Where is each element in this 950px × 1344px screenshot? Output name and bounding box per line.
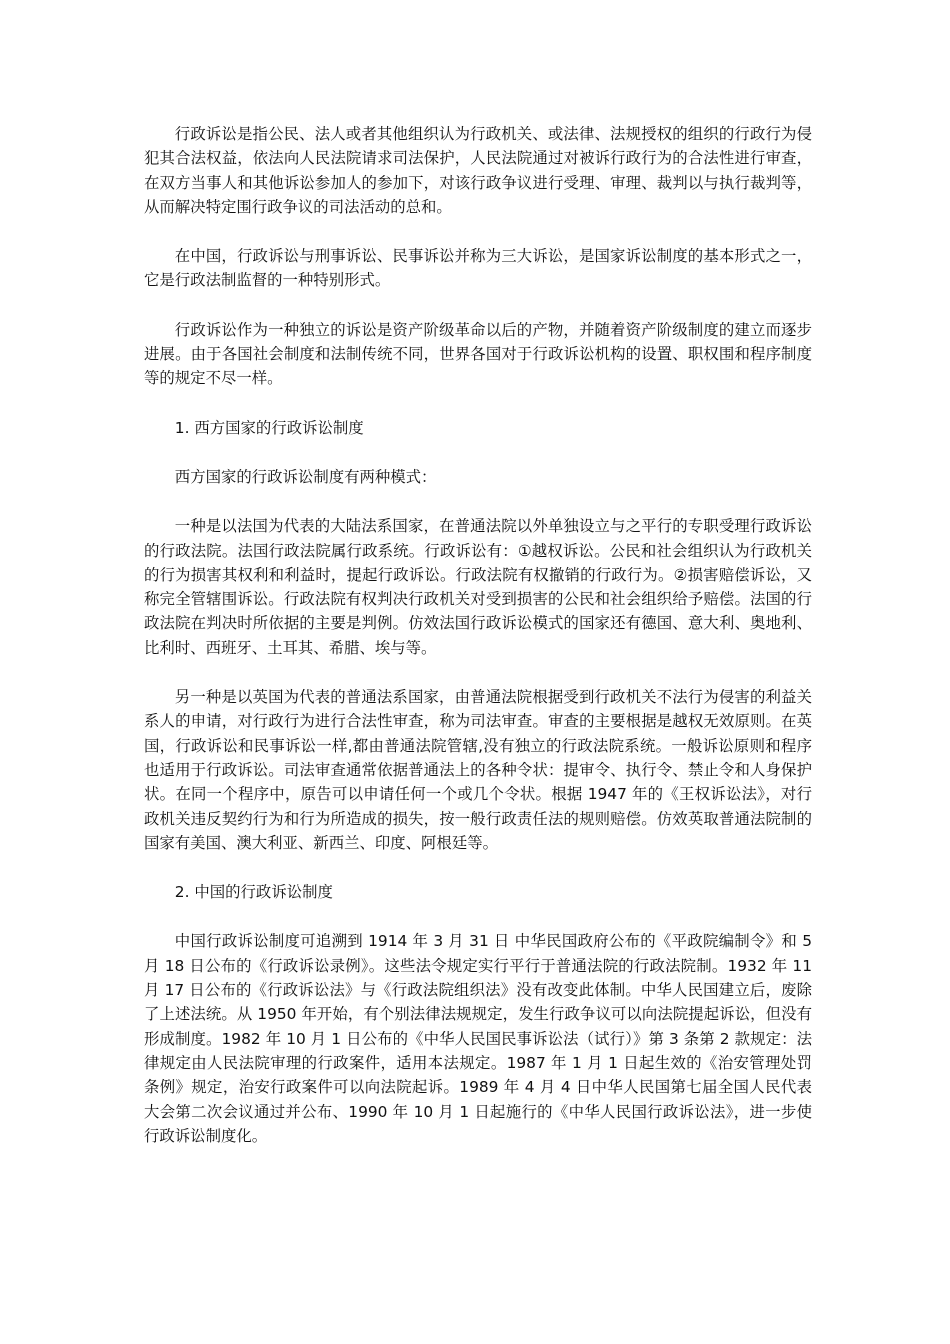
paragraph-china-history: 中国行政诉讼制度可追溯到 1914 年 3 月 31 日 中华民国政府公布的《平政院编制令》和 5 月 18 日公布的《行政诉讼录例》。这些法令规定实行平行于普通法院的行政法院制。1932 年 11 月 17 日公布的《行政诉讼法》与《行政法院组织法》没有改变此体制。中华人民国建立后，废除了上述法统。从 1950 年开始，有个别法律法规规定，发生行政争议可以向法院提起诉讼，但没有形成制度。1982 年 10 月 1 日公布的《中华人民国民事诉讼法（试行）》第 3 条第 2 款规定：法律规定由人民法院审理的行政案件，适用本法规定。1987 年 1 月 1 日起生效的《治安管理处罚条例》规定，治安行政案件可以向法院起诉。1989 年 4 月 4 日中华人民国第七届全国人民代表大会第二次会议通过并公布、1990 年 10 月 1 日起施行的《中华人民国行政诉讼法》，进一步使行政诉讼制度化。 <box>144 932 812 1145</box>
section-intro-western: 西方国家的行政诉讼制度有两种模式： <box>174 467 437 486</box>
paragraph-china-three-litigations: 在中国，行政诉讼与刑事诉讼、民事诉讼并称为三大诉讼，是国家诉讼制度的基本形式之一，它是行政法制监督的一种特别形式。 <box>144 247 812 290</box>
paragraph-france-model: 一种是以法国为代表的大陆法系国家，在普通法院以外单独设立与之平行的专职受理行政诉讼的行政法院。法国行政法院属行政系统。行政诉讼有：①越权诉讼。公民和社会组织认为行政机关的行为损害其权利和利益时，提起行政诉讼。行政法院有权撤销的行政行为。②损害赔偿诉讼，又称完全管辖围诉讼。行政法院有权判决行政机关对受到损害的公民和社会组织给予赔偿。法国的行政法院在判决时所依据的主要是判例。仿效法国行政诉讼模式的国家还有德国、意大利、奥地利、比利时、西班牙、土耳其、希腊、埃与等。 <box>144 517 812 657</box>
paragraph-uk-model: 另一种是以英国为代表的普通法系国家，由普通法院根据受到行政机关不法行为侵害的利益关系人的申请，对行政行为进行合法性审查，称为司法审查。审查的主要根据是越权无效原则。在英国，行政诉讼和民事诉讼一样,都由普通法院管辖,没有独立的行政法院系统。一般诉讼原则和程序也适用于行政诉讼。司法审查通常依据普通法上的各种令状：提审令、执行令、禁止令和人身保护状。在同一个程序中，原告可以申请任何一个或几个令状。根据 1947 年的《王权诉讼法》，对行政机关违反契约行为和行为所造成的损失，按一般行政责任法的规则赔偿。仿效英取普通法院制的国家有美国、澳大利亚、新西兰、印度、阿根廷等。 <box>144 688 812 852</box>
section-heading-china: 2. 中国的行政诉讼制度 <box>174 883 333 902</box>
paragraph-definition: 行政诉讼是指公民、法人或者其他组织认为行政机关、或法律、法规授权的组织的行政行为侵犯其合法权益，依法向人民法院请求司法保护，人民法院通过对被诉行政行为的合法性进行审查，在双方当事人和其他诉讼参加人的参加下，对该行政争议进行受理、审理、裁判以与执行裁判等，从而解决特定围行政争议的司法活动的总和。 <box>144 125 812 216</box>
section-heading-western: 1. 西方国家的行政诉讼制度 <box>174 418 364 437</box>
document-body <box>144 122 812 1173</box>
paragraph-origin: 行政诉讼作为一种独立的诉讼是资产阶级革命以后的产物，并随着资产阶级制度的建立而逐步进展。由于各国社会制度和法制传统不同，世界各国对于行政诉讼机构的设置、职权围和程序制度等的规定不尽一样。 <box>144 320 812 388</box>
